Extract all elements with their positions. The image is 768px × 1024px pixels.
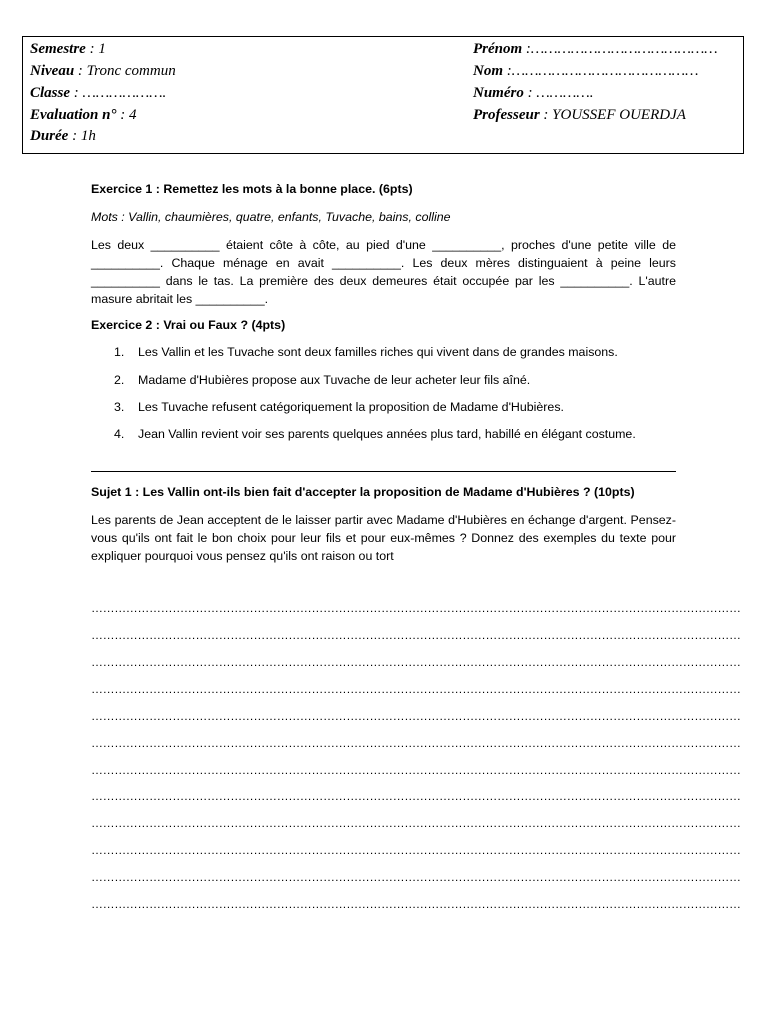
classe-row <box>30 83 166 103</box>
professeur-row <box>473 105 686 125</box>
list-item <box>114 345 618 359</box>
answer-line[interactable]: …………………………………………………………………………………………………………………………………………………… <box>91 870 741 884</box>
item-number: 4. <box>114 427 125 441</box>
semestre-value: : 1 <box>85 41 106 57</box>
item-text: Les Tuvache refusent catégoriquement la proposition de Madame d'Hubières. <box>138 400 564 414</box>
sujet1-text: Les parents de Jean acceptent de le laisser partir avec Madame d'Hubières en échange d'argent. Pensez-vous qu'ils ont fait le bon choix pour leur fils et pour eux-mêmes ? Donnez des exemples du texte pour expliquer pourquoi vous pensez qu'ils ont raison ou tort <box>91 513 676 563</box>
answer-line[interactable]: …………………………………………………………………………………………………………………………………………………… <box>91 655 741 669</box>
niveau-row <box>30 61 176 81</box>
answer-line[interactable]: …………………………………………………………………………………………………………………………………………………… <box>91 816 741 830</box>
section-divider <box>91 471 676 472</box>
answer-line[interactable]: …………………………………………………………………………………………………………………………………………………… <box>91 736 741 750</box>
list-item <box>114 373 530 387</box>
header-info-box <box>22 36 744 154</box>
prenom-label: Prénom <box>473 41 523 57</box>
item-number: 1. <box>114 345 125 359</box>
numero-row <box>473 83 593 103</box>
item-text: Jean Vallin revient voir ses parents quelques années plus tard, habillé en élégant costume. <box>138 427 636 441</box>
exercice2-title: Exercice 2 : Vrai ou Faux ? (4pts) <box>91 318 286 332</box>
prenom-row <box>473 39 718 59</box>
semestre-row <box>30 39 106 59</box>
answer-line[interactable]: …………………………………………………………………………………………………………………………………………………… <box>91 789 741 803</box>
evaluation-label: Evaluation n° <box>30 107 117 123</box>
list-item <box>114 427 636 441</box>
exercice1-words: Mots : Vallin, chaumières, quatre, enfants, Tuvache, bains, colline <box>91 210 451 224</box>
exercice1-title: Exercice 1 : Remettez les mots à la bonne place. (6pts) <box>91 182 413 196</box>
item-number: 3. <box>114 400 125 414</box>
item-number: 2. <box>114 373 125 387</box>
item-text: Les Vallin et les Tuvache sont deux familles riches qui vivent dans de grandes maisons. <box>138 345 618 359</box>
nom-row <box>473 61 698 81</box>
answer-line[interactable]: …………………………………………………………………………………………………………………………………………………… <box>91 682 741 696</box>
exercice1-text: Les deux __________ étaient côte à côte, au pied d'une __________, proches d'une petite ville de __________. Chaque ménage en avait __________. Les deux mères distinguaient à peine leurs __________ dans le tas. La première des deux demeures était occupée par les __________. L'autre masure abritait les __________. <box>91 238 676 306</box>
semestre-label: Semestre <box>30 41 86 57</box>
answer-line[interactable]: …………………………………………………………………………………………………………………………………………………… <box>91 628 741 642</box>
item-text: Madame d'Hubières propose aux Tuvache de leur acheter leur fils aîné. <box>138 373 531 387</box>
answer-line[interactable]: …………………………………………………………………………………………………………………………………………………… <box>91 843 741 857</box>
sujet1-title: Sujet 1 : Les Vallin ont-ils bien fait d'accepter la proposition de Madame d'Hubières ? (10pts) <box>91 485 635 499</box>
evaluation-row <box>30 105 136 125</box>
niveau-value: : Tronc commun <box>74 63 176 79</box>
answer-line[interactable]: …………………………………………………………………………………………………………………………………………………… <box>91 601 741 615</box>
classe-value: : ………………. <box>70 85 167 101</box>
answer-line[interactable]: …………………………………………………………………………………………………………………………………………………… <box>91 897 741 911</box>
prenom-value: :…………………………………… <box>522 41 718 57</box>
duree-value: : 1h <box>68 128 96 144</box>
evaluation-value: : 4 <box>116 107 137 123</box>
list-item <box>114 400 564 414</box>
nom-value: :…………………………………… <box>503 63 699 79</box>
duree-label: Durée <box>30 128 69 144</box>
professeur-value: : YOUSSEF OUERDJA <box>539 107 686 123</box>
classe-label: Classe <box>30 85 71 101</box>
answer-line[interactable]: …………………………………………………………………………………………………………………………………………………… <box>91 709 741 723</box>
numero-value: : …………. <box>523 85 594 101</box>
professeur-label: Professeur <box>473 107 540 123</box>
answer-line[interactable]: …………………………………………………………………………………………………………………………………………………… <box>91 763 741 777</box>
niveau-label: Niveau <box>30 63 75 79</box>
nom-label: Nom <box>473 63 503 79</box>
numero-label: Numéro <box>473 85 524 101</box>
duree-row <box>30 126 96 146</box>
